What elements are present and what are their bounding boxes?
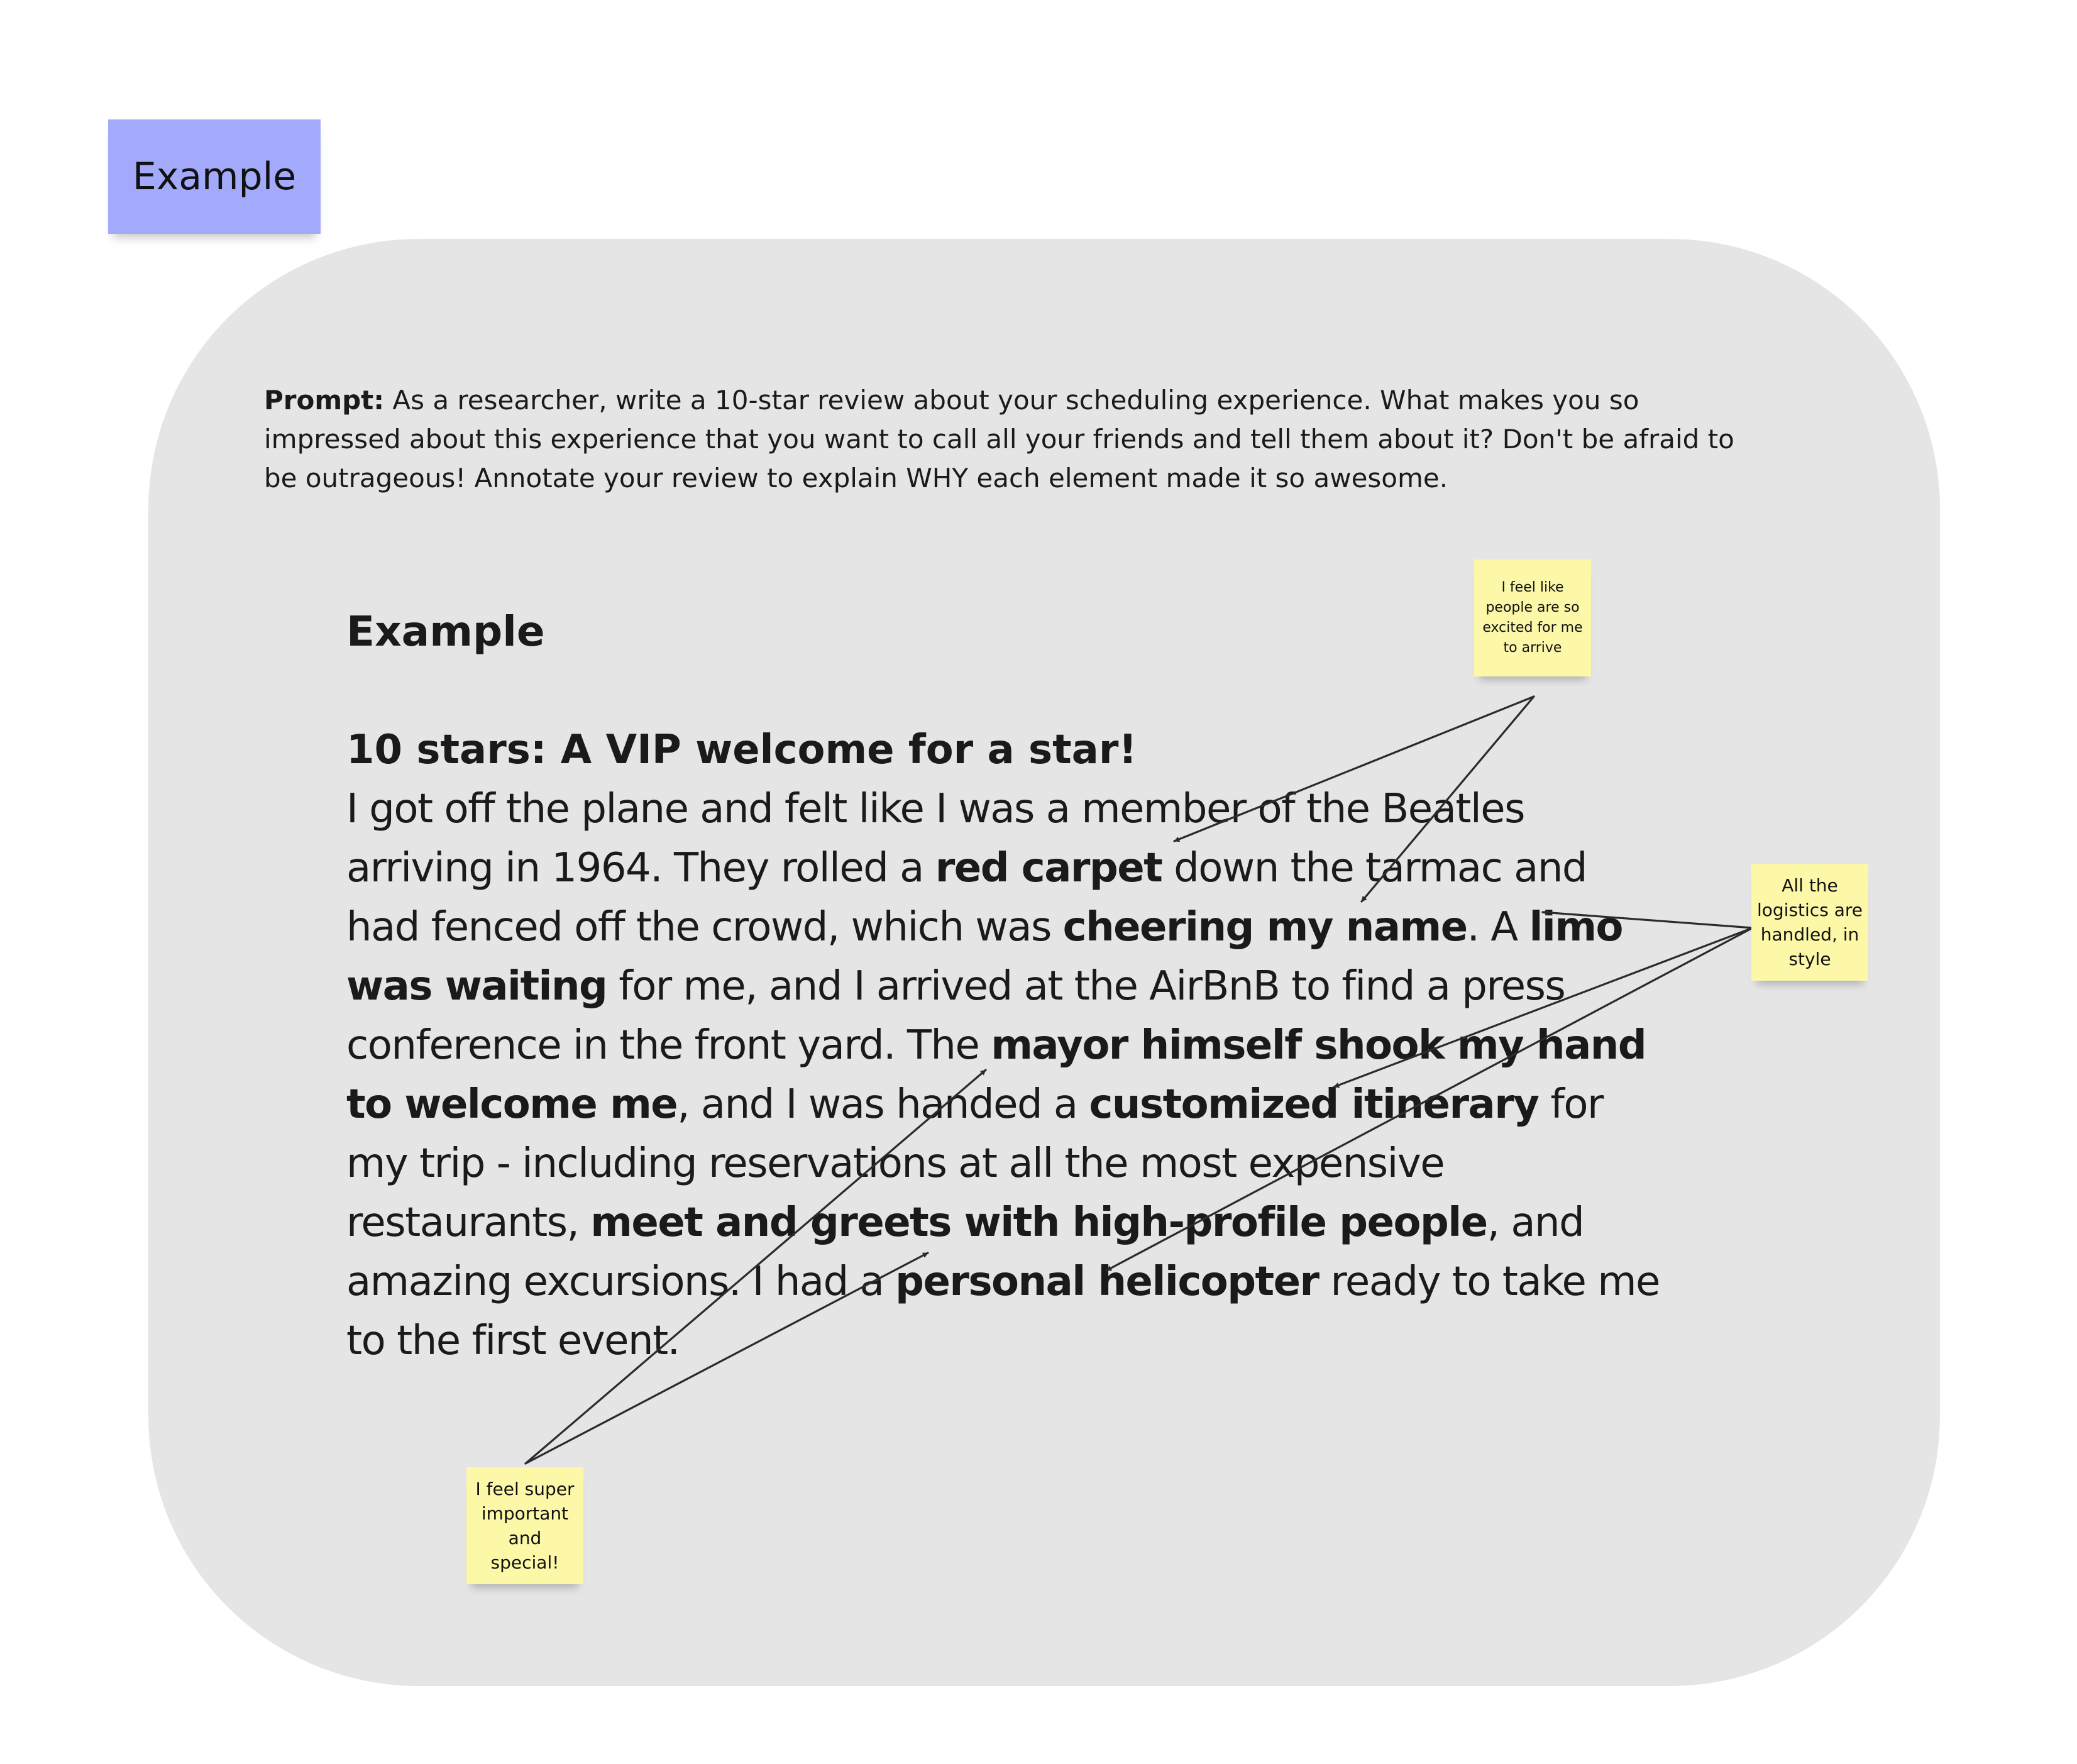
sticky-note-text: All the logistics are handled, in style xyxy=(1757,875,1863,969)
sticky-note-text: I feel like people are so excited for me to arrive xyxy=(1482,580,1583,656)
highlight-meet-and-greets: meet and greets with high-profile people xyxy=(590,1199,1487,1246)
highlight-mayor-handshake: mayor himself shook my hand to welcome me xyxy=(346,1022,1646,1128)
sticky-note-logistics[interactable] xyxy=(1751,864,1868,981)
review-segment: . A xyxy=(1467,904,1529,951)
highlight-personal-helicopter: personal helicopter xyxy=(895,1259,1319,1305)
example-label-sticky[interactable] xyxy=(108,119,321,234)
review-text-block[interactable] xyxy=(346,602,1667,1370)
sticky-note-text: I feel super important and special! xyxy=(475,1479,575,1573)
highlight-customized-itinerary: customized itinerary xyxy=(1089,1081,1539,1128)
review-title: 10 stars: A VIP welcome for a star! xyxy=(346,727,1137,773)
review-segment: for my trip - including reservations at all the most expensive restaurants, xyxy=(346,1081,1603,1246)
review-body xyxy=(346,780,1667,1370)
example-label-text: Example xyxy=(132,155,297,199)
prompt-text xyxy=(264,381,1735,498)
highlight-limo-waiting: limo was waiting xyxy=(346,904,1622,1010)
prompt-body: As a researcher, write a 10-star review about your scheduling experience. What makes you so impressed about this experience that you want to call all your friends and tell them about it? Don't be afraid to be outrageous! Annotate your review to explain WHY each element made it so awesome. xyxy=(264,385,1734,493)
highlight-cheering-my-name: cheering my name xyxy=(1062,904,1467,951)
sticky-note-special[interactable] xyxy=(466,1467,583,1584)
review-segment: , and amazing excursions. I had a xyxy=(346,1199,1584,1305)
prompt-label: Prompt: xyxy=(264,385,385,416)
highlight-red-carpet: red carpet xyxy=(935,845,1162,891)
review-segment: , and I was handed a xyxy=(677,1081,1089,1128)
review-segment: ready to take me to the first event. xyxy=(346,1259,1660,1364)
review-segment: I got off the plane and felt like I was a member of the Beatles arriving in 1964. They rolled a xyxy=(346,786,1524,891)
review-segment: for me, and I arrived at the AirBnB to find a press conference in the front yard. The xyxy=(346,963,1565,1069)
review-segment: down the tarmac and had fenced off the crowd, which was xyxy=(346,845,1587,951)
sticky-note-arrive[interactable] xyxy=(1474,560,1591,676)
review-heading: Example xyxy=(346,607,545,656)
